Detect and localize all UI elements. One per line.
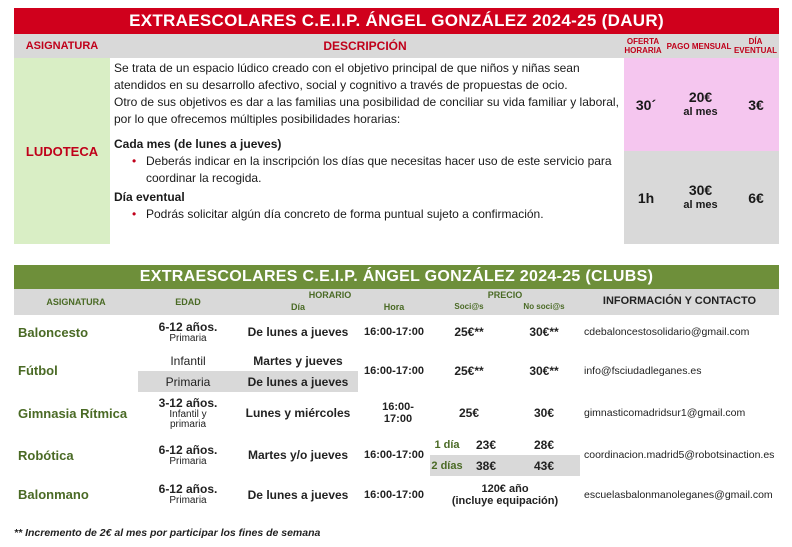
futbol-infantil-row: [138, 350, 358, 371]
header-pago-mensual: PAGO MENSUAL: [666, 41, 732, 51]
age-range: 3-12 años.: [158, 395, 218, 410]
header-edad: EDAD: [175, 297, 201, 307]
price-annual: [430, 476, 580, 513]
price-socios: 25€**: [454, 325, 484, 339]
header-horario: HORARIO: [308, 290, 352, 300]
price-no-socios: 30€**: [529, 325, 559, 339]
eventual-bullet: [132, 206, 620, 223]
monthly-bullet-text: Deberás indicar en la inscripción los días que necesitas hacer uso de este servicio para coordinar la recogida.: [146, 154, 612, 185]
age-range: 6-12 años.: [158, 442, 218, 457]
hours-cell: 16:00-17:00: [364, 488, 424, 501]
table-row-balonmano: [14, 476, 779, 514]
description-para-2: Otro de sus objetivos es dar a las familias una posibilidad de conciliar su vida familiar y laboral, por lo que ofrecemos múltiples posibilidades horarias:: [114, 95, 619, 126]
contact-email: escuelasbalonmanoleganes@gmail.com: [584, 488, 773, 501]
dia-value: 6€: [748, 189, 764, 206]
header-dia-eventual: DÍA EVENTUAL: [733, 37, 778, 55]
contact-email: cdebaloncestosolidario@gmail.com: [584, 326, 750, 338]
dia-value: 3€: [748, 96, 764, 113]
ludoteca-subject: LUDOTECA: [14, 58, 110, 244]
price-no-socios-2-dias: 43€: [533, 458, 555, 473]
pago-sub: al mes: [683, 105, 718, 118]
age-range: 6-12 años.: [158, 319, 218, 334]
age-range: 6-12 años.: [158, 482, 218, 496]
price-row-30min: [624, 58, 779, 151]
days-infantil: Martes y jueves: [253, 353, 343, 368]
daur-table: [14, 8, 779, 244]
header-asignatura: ASIGNATURA: [25, 40, 99, 52]
days-cell: Martes y/o jueves: [247, 448, 349, 462]
price-annual-amount: 120€ año: [481, 482, 529, 495]
label-2-dias: 2 días: [431, 459, 463, 472]
age-cell: [138, 476, 238, 513]
price-socios: 25€**: [454, 363, 484, 378]
table-row-baloncesto: [14, 315, 779, 350]
daur-title: EXTRAESCOLARES C.E.I.P. ÁNGEL GONZÁLEZ 2024-25 (DAUR): [14, 8, 779, 34]
robotica-2-dias-row: [430, 455, 580, 476]
hours-cell: 16:00-17:00: [364, 449, 424, 461]
header-oferta-horaria: OFERTA HORARIA: [624, 37, 662, 55]
price-no-socios-1-dia: 28€: [533, 438, 555, 452]
table-row-futbol: [14, 350, 779, 392]
days-cell: Lunes y miércoles: [245, 406, 351, 420]
days-primaria: De lunes a jueves: [247, 374, 349, 389]
subject-name: Robótica: [18, 447, 74, 463]
contact-email: coordinacion.madrid5@robotsinaction.es: [584, 449, 775, 461]
monthly-bullet: [132, 153, 620, 187]
ludoteca-prices: [624, 58, 779, 244]
price-socios: 25€: [458, 406, 480, 420]
monthly-title: Cada mes (de lunes a jueves): [114, 137, 282, 151]
hours-cell: 16:00-17:00: [364, 326, 424, 338]
pago-amount: 20€: [688, 88, 713, 105]
robotica-price-split: [430, 435, 580, 475]
subject-name: Fútbol: [18, 363, 58, 378]
clubs-table: [14, 265, 779, 514]
pago-value: [668, 58, 733, 151]
days-cell: De lunes a jueves: [247, 325, 349, 339]
ludoteca-description: [110, 58, 624, 244]
price-socios-2-dias: 38€: [475, 458, 497, 473]
header-socios: Soci@s: [454, 302, 484, 311]
age-cell: [138, 435, 238, 475]
description-para-1: Se trata de un espacio lúdico creado con el objetivo principal de que niños y niñas sean atendidos en su desarrollo afectivo, social y cognitivo a través de propuestas de ocio.: [114, 61, 580, 92]
table-row-robotica: [14, 435, 779, 476]
futbol-primaria-row: [138, 371, 358, 392]
robotica-1-dia-row: [430, 435, 580, 455]
futbol-split-cells: [138, 350, 358, 391]
header-asignatura: ASIGNATURA: [46, 297, 106, 307]
bullet-dot-icon: •: [132, 154, 137, 168]
contact-email: info@fsciudadleganes.es: [584, 364, 702, 377]
oferta-value: 30´: [635, 96, 657, 113]
subject-name: Gimnasia Rítmica: [18, 405, 128, 421]
price-annual-note: (incluye equipación): [451, 494, 559, 507]
subject-name: Balonmano: [18, 487, 89, 502]
table-row-gimnasia-ritmica: [14, 392, 779, 435]
age-level-2: primaria: [169, 418, 207, 430]
clubs-header-row: [14, 289, 779, 315]
age-level: Primaria: [169, 455, 207, 467]
footnote: ** Incremento de 2€ al mes por participar los fines de semana: [14, 527, 321, 539]
price-row-1h: [624, 151, 779, 244]
age-level-1: Infantil y: [169, 408, 207, 420]
pago-value: [668, 151, 733, 244]
daur-header-row: [14, 34, 779, 58]
age-level: Primaria: [169, 495, 207, 506]
header-precio: PRECIO: [487, 290, 523, 300]
header-no-socios: No soci@s: [523, 302, 565, 311]
age-primaria: Primaria: [165, 374, 211, 389]
header-info-contacto: INFORMACIÓN Y CONTACTO: [602, 295, 757, 307]
clubs-title: EXTRAESCOLARES C.E.I.P. ÁNGEL GONZÁLEZ 2024-25 (CLUBS): [14, 265, 779, 289]
subject-name: Baloncesto: [18, 324, 89, 340]
hours-cell: 16:00-17:00: [364, 364, 424, 377]
header-descripcion: DESCRIPCIÓN: [323, 39, 407, 53]
hours-cell: 16:00-17:00: [382, 401, 414, 425]
age-cell: [138, 392, 238, 434]
contact-email: gimnasticomadridsur1@gmail.com: [584, 407, 746, 419]
daur-body-row: [14, 58, 779, 244]
price-no-socios: 30€**: [529, 363, 559, 378]
header-dia: Día: [290, 302, 305, 312]
pago-amount: 30€: [688, 181, 713, 198]
price-socios-1-dia: 23€: [475, 438, 497, 452]
price-no-socios: 30€: [533, 406, 555, 420]
days-cell: De lunes a jueves: [247, 487, 349, 502]
eventual-title: Día eventual: [114, 190, 185, 204]
eventual-bullet-text: Podrás solicitar algún día concreto de forma puntual sujeto a confirmación.: [146, 207, 544, 221]
label-1-dia: 1 día: [434, 439, 460, 451]
oferta-value: 1h: [637, 189, 655, 206]
monthly-list: [132, 153, 620, 187]
age-infantil: Infantil: [170, 353, 206, 368]
age-level: Primaria: [169, 332, 207, 344]
age-cell: [138, 315, 238, 349]
eventual-list: [132, 206, 620, 223]
pago-sub: al mes: [683, 198, 718, 211]
header-hora: Hora: [383, 302, 405, 312]
bullet-dot-icon: •: [132, 207, 137, 221]
